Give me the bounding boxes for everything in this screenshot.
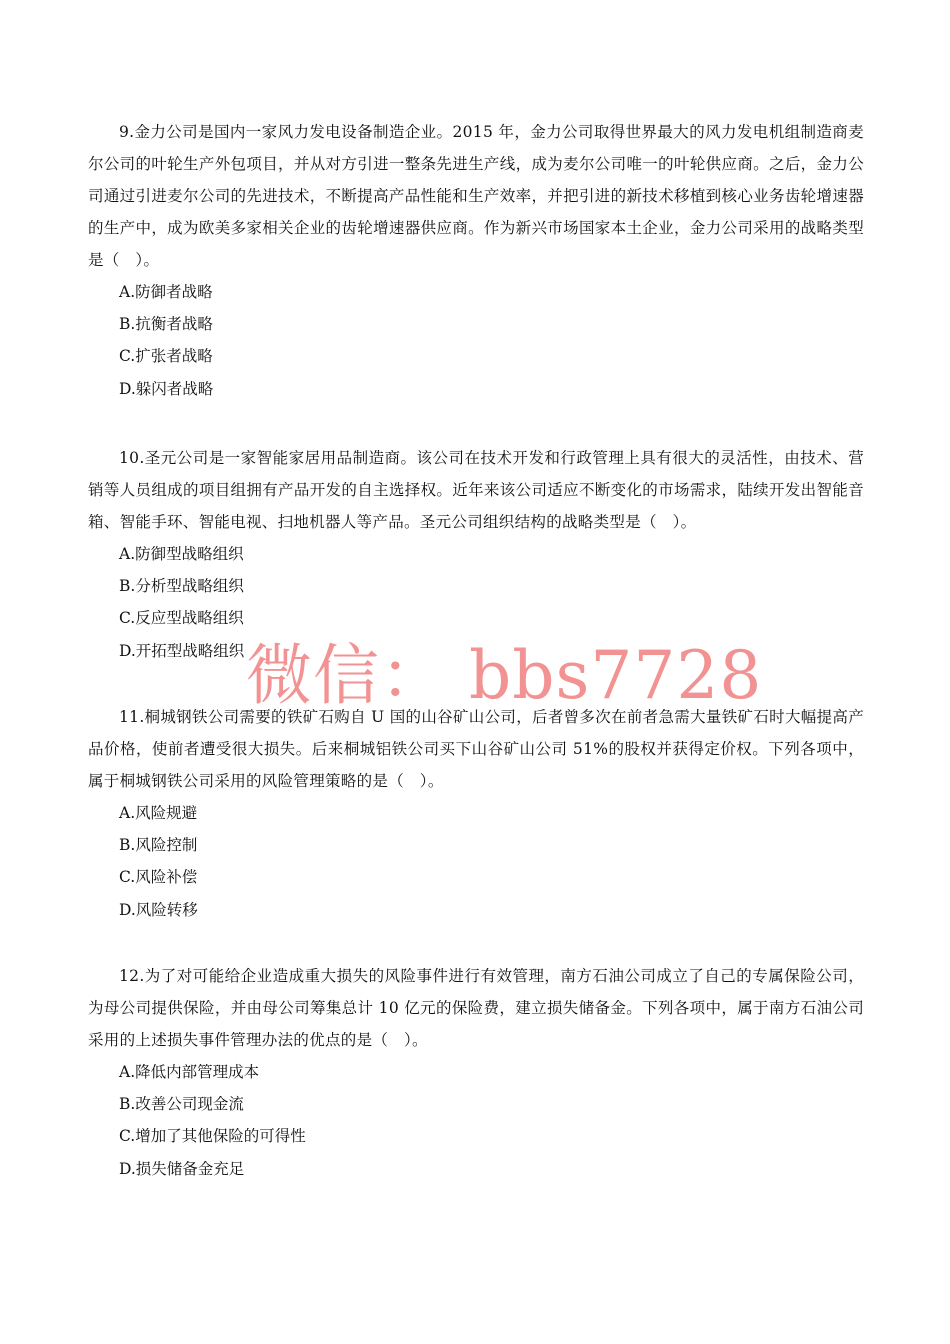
option-d: D.开拓型战略组织 bbox=[119, 641, 245, 660]
option-c: C.扩张者战略 bbox=[119, 347, 213, 366]
question-12 bbox=[88, 960, 864, 1185]
option-c: C.反应型战略组织 bbox=[119, 609, 244, 628]
question-11 bbox=[88, 701, 864, 926]
option-a: A.降低内部管理成本 bbox=[119, 1063, 260, 1081]
watermark: 微信： bbs7728 bbox=[246, 637, 763, 714]
option-a: A.防御者战略 bbox=[119, 283, 213, 301]
question-10 bbox=[88, 442, 864, 667]
question-9 bbox=[88, 116, 864, 405]
question-stem: 10.圣元公司是一家智能家居用品制造商。该公司在技术开发和行政管理上具有很大的灵活性，由技术、营销等人员组成的项目组拥有产品开发的自主选择权。近年来该公司适应不断变化的市场需求，陆续开发出智能音箱、智能手环、智能电视、扫地机器人等产品。圣元公司组织结构的战略类型是（ ）。 bbox=[88, 449, 864, 531]
option-b: B.风险控制 bbox=[119, 836, 198, 855]
question-stem: 11.桐城钢铁公司需要的铁矿石购自 U 国的山谷矿山公司，后者曾多次在前者急需大量铁矿石时大幅提高产品价格，使前者遭受很大损失。后来桐城铝铁公司买下山谷矿山公司 51%的股权并获得定价权。下列各项中，属于桐城钢铁公司采用的风险管理策略的是（ ）。 bbox=[88, 708, 864, 790]
option-d: D.风险转移 bbox=[119, 900, 198, 919]
option-a: A.防御型战略组织 bbox=[119, 545, 244, 563]
option-d: D.躲闪者战略 bbox=[119, 379, 214, 398]
option-c: C.风险补偿 bbox=[119, 868, 198, 887]
option-d: D.损失储备金充足 bbox=[119, 1159, 245, 1178]
option-b: B.改善公司现金流 bbox=[119, 1095, 244, 1114]
option-c: C.增加了其他保险的可得性 bbox=[119, 1127, 306, 1146]
option-a: A.风险规避 bbox=[119, 804, 198, 822]
option-b: B.抗衡者战略 bbox=[119, 315, 213, 334]
option-b: B.分析型战略组织 bbox=[119, 577, 244, 596]
question-stem: 9.金力公司是国内一家风力发电设备制造企业。2015 年，金力公司取得世界最大的风力发电机组制造商麦尔公司的叶轮生产外包项目，并从对方引进一整条先进生产线，成为麦尔公司唯一的叶轮供应商。之后，金力公司通过引进麦尔公司的先进技术，不断提高产品性能和生产效率，并把引进的新技术移植到核心业务齿轮增速器的生产中，成为欧美多家相关企业的齿轮增速器供应商。作为新兴市场国家本土企业，金力公司采用的战略类型是（ ）。 bbox=[88, 123, 864, 269]
question-stem: 12.为了对可能给企业造成重大损失的风险事件进行有效管理，南方石油公司成立了自己的专属保险公司，为母公司提供保险，并由母公司筹集总计 10 亿元的保险费，建立损失储备金。下列各项中，属于南方石油公司采用的上述损失事件管理办法的优点的是（ ）。 bbox=[88, 967, 864, 1049]
